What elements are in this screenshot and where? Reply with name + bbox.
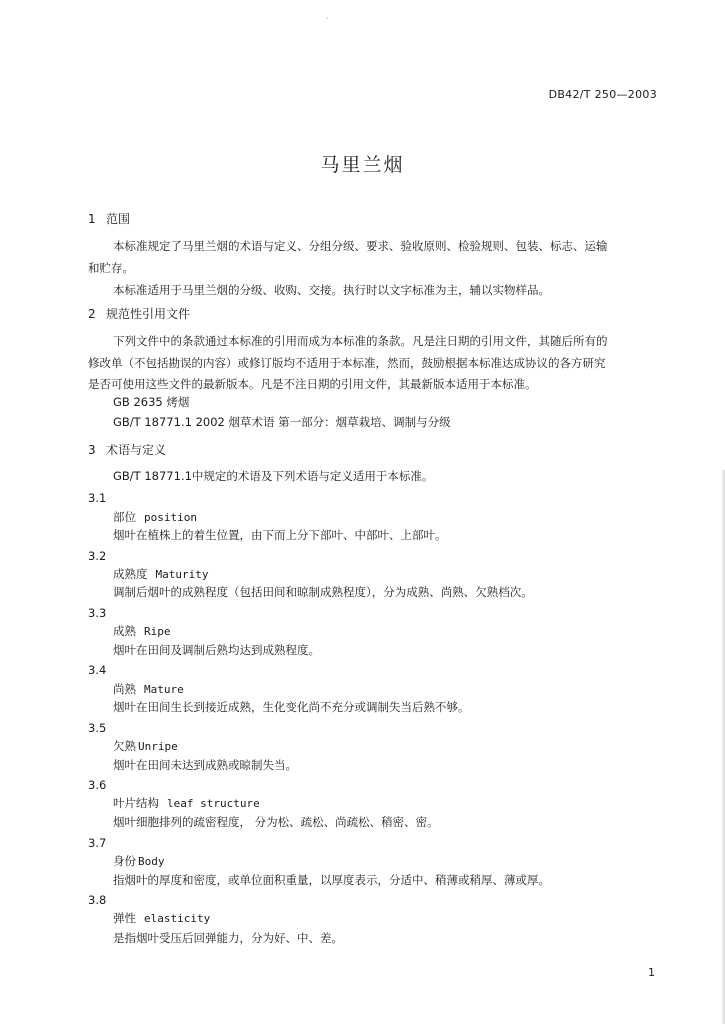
term-english: position [144, 511, 197, 524]
section-1-heading [88, 211, 130, 227]
term-definition: 烟叶在植株上的着生位置，由下而上分下部叶、中部叶、上部叶。 [113, 528, 447, 542]
term-english: leaf structure [167, 797, 260, 810]
s2-para-line3: 是否可使用这些文件的最新版本。凡是不注日期的引用文件，其最新版本适用于本标准。 [88, 377, 537, 391]
term-english: Unripe [138, 740, 178, 753]
section-number: 2 [88, 307, 96, 321]
term-number: 3.1 [88, 491, 107, 505]
top-mark: · [326, 14, 329, 23]
term-number: 3.8 [88, 893, 107, 907]
term-number: 3.3 [88, 606, 107, 620]
term-number: 3.6 [88, 778, 107, 792]
section-number: 3 [88, 443, 96, 457]
scan-edge-shadow [721, 470, 725, 1024]
term-english: Mature [144, 683, 184, 696]
s2-para-line2: 修改单（不包括勘误的内容）或修订版均不适用于本标准，然而，鼓励根据本标准达成协议的各方研究 [88, 356, 606, 370]
term-english: Body [138, 855, 165, 868]
term-definition: 调制后烟叶的成熟程度（包括田间和晾制成熟程度），分为成熟、尚熟、欠熟档次。 [113, 585, 533, 599]
term-chinese: 弹性 [113, 911, 136, 925]
term-heading [113, 738, 178, 755]
page-number: 1 [648, 966, 655, 979]
term-definition: 是指烟叶受压后回弹能力，分为好、中、差。 [113, 931, 343, 945]
term-heading [113, 623, 171, 640]
term-chinese: 尚熟 [113, 682, 136, 696]
section-2-heading [88, 306, 190, 322]
document-title: 马里兰烟 [320, 154, 405, 176]
term-heading [113, 681, 184, 698]
term-english: Maturity [155, 568, 209, 581]
term-definition: 指烟叶的厚度和密度，或单位面积重量，以厚度表示，分适中、稍薄或稍厚、薄或厚。 [113, 873, 550, 887]
standard-code: DB42/T 250—2003 [548, 88, 657, 101]
term-chinese: 部位 [113, 510, 136, 524]
s1-para2: 本标准适用于马里兰烟的分级、收购、交接。执行时以文字标准为主，辅以实物样品。 [113, 283, 550, 297]
term-number: 3.2 [88, 549, 107, 563]
reference-1: GB 2635 烤烟 [113, 395, 190, 409]
term-definition: 烟叶在田间未达到成熟或晾制失当。 [113, 758, 297, 772]
section-title: 规范性引用文件 [106, 307, 191, 321]
term-chinese: 欠熟 [113, 739, 136, 753]
term-definition: 烟叶在田间及调制后熟均达到成熟程度。 [113, 643, 320, 657]
s3-intro: GB/T 18771.1中规定的术语及下列术语与定义适用于本标准。 [113, 469, 434, 483]
term-number: 3.4 [88, 663, 107, 677]
section-number: 1 [88, 212, 96, 226]
term-number: 3.5 [88, 721, 107, 735]
term-heading [113, 853, 165, 870]
term-english: Ripe [144, 625, 171, 638]
s1-para1-line2: 和贮存。 [88, 261, 134, 275]
term-heading [113, 795, 260, 812]
reference-2: GB/T 18771.1 2002 烟草术语 第一部分：烟草栽培、调制与分级 [113, 415, 451, 429]
term-english: elasticity [144, 912, 211, 925]
term-definition: 烟叶在田间生长到接近成熟，生化变化尚不充分或调制失当后熟不够。 [113, 700, 470, 714]
term-chinese: 成熟度 [113, 567, 148, 581]
term-heading [113, 509, 197, 526]
term-definition: 烟叶细胞排列的疏密程度， 分为松、疏松、尚疏松、稍密、密。 [113, 815, 439, 829]
s1-para1-line1: 本标准规定了马里兰烟的术语与定义、分组分级、要求、验收原则、检验规则、包装、标志、运输 [113, 239, 608, 253]
section-title: 范围 [106, 212, 131, 226]
term-chinese: 成熟 [113, 624, 136, 638]
section-title: 术语与定义 [106, 443, 167, 457]
term-number: 3.7 [88, 836, 107, 850]
term-heading [113, 910, 210, 927]
s2-para-line1: 下列文件中的条款通过本标准的引用而成为本标准的条款。凡是注日期的引用文件，其随后所有的 [113, 334, 608, 348]
term-heading [113, 566, 208, 583]
term-chinese: 身份 [113, 854, 136, 868]
section-3-heading [88, 442, 166, 458]
term-chinese: 叶片结构 [113, 796, 159, 810]
